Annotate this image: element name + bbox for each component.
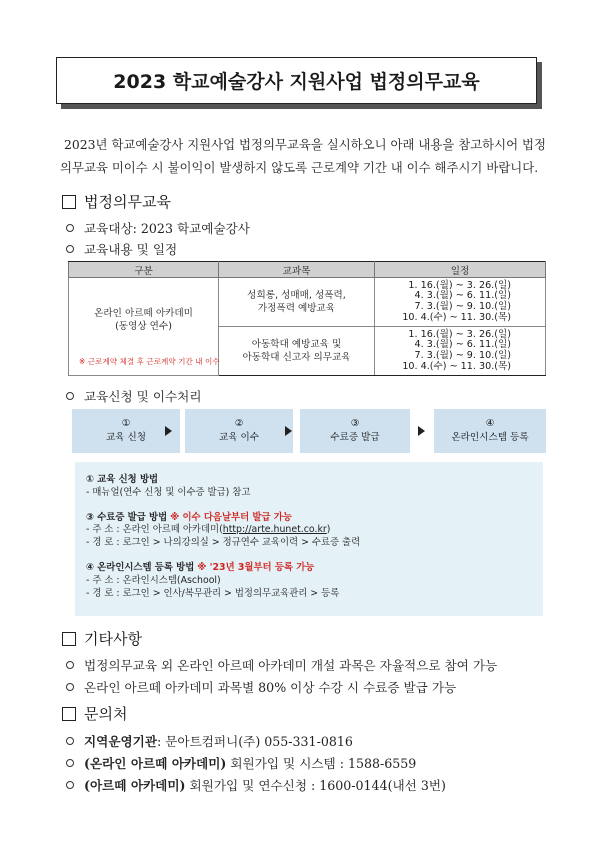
contact-text: 회원가입 및 연수신청 : 1600-0144(내선 3번) bbox=[189, 778, 446, 793]
step-number: ④ bbox=[485, 418, 495, 429]
flow-step-4 bbox=[434, 409, 546, 453]
schedule-line: 7. 3.(월) ~ 9. 10.(일) bbox=[414, 301, 511, 312]
schedule-line: 10. 4.(수) ~ 11. 30.(목) bbox=[402, 360, 511, 372]
step3-route: - 경 로 : 로그인 > 나의강의실 > 정규연수 교육이력 > 수료증 출력 bbox=[86, 537, 361, 549]
academy-link[interactable]: http://arte.hunet.co.kr bbox=[222, 524, 327, 536]
header-schedule: 일정 bbox=[375, 262, 546, 278]
step3-address-suffix: ) bbox=[326, 524, 331, 536]
step4-note: ※ '23년 3월부터 등록 가능 bbox=[197, 561, 315, 573]
schedule-cell bbox=[375, 278, 546, 327]
course-line-2: 아동학대 신고자 의무교육 bbox=[242, 352, 351, 363]
arrow-right-icon bbox=[285, 426, 292, 436]
category-cell bbox=[69, 278, 219, 376]
contact-2 bbox=[66, 753, 416, 772]
table-row bbox=[69, 278, 546, 327]
category-note: ※ 근로계약 체결 후 근로계약 기간 내 이수 bbox=[79, 357, 220, 366]
contact-1 bbox=[66, 731, 353, 750]
bullet-text: 교육내용 및 일정 bbox=[84, 242, 178, 257]
step3-heading: ③ 수료증 발급 방법 bbox=[86, 511, 168, 523]
category-line-1: 온라인 아르떼 아카데미 bbox=[94, 307, 193, 319]
square-icon bbox=[62, 707, 76, 721]
title-box bbox=[56, 57, 537, 104]
course-line-1: 아동학대 예방교육 및 bbox=[251, 339, 342, 350]
circle-bullet-icon bbox=[66, 683, 74, 691]
arrow-right-icon bbox=[165, 426, 172, 436]
section-heading: 문의처 bbox=[84, 705, 128, 723]
circle-bullet-icon bbox=[66, 245, 74, 253]
flow-step-2 bbox=[185, 409, 293, 453]
step4-address: - 주 소 : 온라인시스템(Aschool) bbox=[86, 574, 221, 586]
page-title: 2023 학교예술강사 지원사업 법정의무교육 bbox=[113, 71, 480, 93]
schedule-cell bbox=[375, 327, 546, 376]
bullet-text: 교육대상: 2023 학교예술강사 bbox=[84, 221, 250, 236]
misc-bullet-1 bbox=[66, 655, 497, 674]
circle-bullet-icon bbox=[66, 759, 74, 767]
circle-bullet-icon bbox=[66, 781, 74, 789]
contact-text: 회원가입 및 시스템 : 1588-6559 bbox=[230, 756, 417, 771]
step3-note: ※ 이수 다음날부터 발급 가능 bbox=[170, 511, 292, 523]
contact-text: : 문아트컴퍼니(주) 055-331-0816 bbox=[157, 734, 353, 749]
misc-bullet-2 bbox=[66, 677, 456, 696]
course-cell bbox=[219, 278, 375, 327]
contact-3 bbox=[66, 775, 446, 794]
schedule-table bbox=[68, 261, 546, 376]
square-icon bbox=[62, 632, 76, 646]
step-number: ③ bbox=[350, 418, 360, 429]
schedule-line: 1. 16.(월) ~ 3. 26.(일) bbox=[408, 328, 511, 340]
bullet-text: 온라인 아르떼 아카데미 과목별 80% 이상 수강 시 수료증 발급 가능 bbox=[84, 680, 457, 695]
step-label: 교육 이수 bbox=[218, 432, 260, 443]
schedule-line: 1. 16.(월) ~ 3. 26.(일) bbox=[408, 279, 511, 291]
step4-heading: ④ 온라인시스템 등록 방법 bbox=[86, 561, 195, 573]
step1-line: - 매뉴얼(연수 신청 및 이수증 발급) 참고 bbox=[86, 486, 251, 498]
circle-bullet-icon bbox=[66, 392, 74, 400]
section-mandatory-education bbox=[62, 191, 171, 212]
bullet-target bbox=[66, 218, 250, 237]
section-misc bbox=[62, 628, 142, 649]
intro-line-1: 2023년 학교예술강사 지원사업 법정의무교육을 실시하오니 아래 내용을 참고하시어 법정 bbox=[64, 137, 546, 152]
step3-address-prefix: - 주 소 : 온라인 아르떼 아카데미( bbox=[86, 524, 223, 536]
step-number: ② bbox=[234, 418, 244, 429]
schedule-line: 4. 3.(월) ~ 6. 11.(일) bbox=[414, 290, 511, 302]
bullet-text: 법정의무교육 외 온라인 아르떼 아카데미 개설 과목은 자율적으로 참여 가능 bbox=[84, 658, 498, 673]
flow-step-1 bbox=[72, 409, 180, 453]
step-label: 수료증 발급 bbox=[330, 432, 380, 443]
schedule-line: 10. 4.(수) ~ 11. 30.(목) bbox=[402, 311, 511, 323]
table-header-row bbox=[69, 262, 546, 278]
course-line-2: 가정폭력 예방교육 bbox=[257, 303, 336, 314]
header-course: 교과목 bbox=[219, 262, 375, 278]
header-category: 구분 bbox=[69, 262, 219, 278]
contact-label: (온라인 아르떼 아카데미) bbox=[84, 756, 227, 771]
step1-heading: ① 교육 신청 방법 bbox=[86, 474, 159, 485]
section-contact bbox=[62, 703, 127, 724]
step4-route: - 경 로 : 로그인 > 인사/복무관리 > 법정의무교육관리 > 등록 bbox=[86, 587, 340, 599]
bullet-content bbox=[66, 239, 177, 258]
course-cell bbox=[219, 327, 375, 376]
step-label: 온라인시스템 등록 bbox=[451, 432, 529, 443]
schedule-line: 7. 3.(월) ~ 9. 10.(일) bbox=[414, 350, 511, 361]
square-icon bbox=[62, 195, 76, 209]
step3-address bbox=[86, 524, 543, 537]
instructions-box bbox=[75, 462, 543, 616]
bullet-text: 교육신청 및 이수처리 bbox=[84, 389, 202, 404]
circle-bullet-icon bbox=[66, 661, 74, 669]
bullet-apply bbox=[66, 386, 202, 405]
section-heading: 기타사항 bbox=[84, 630, 142, 648]
category-line-2: (동영상 연수) bbox=[115, 320, 172, 332]
course-line-1: 성희롱, 성매매, 성폭력, bbox=[247, 290, 346, 301]
schedule-line: 4. 3.(월) ~ 6. 11.(일) bbox=[414, 339, 511, 351]
contact-label: 지역운영기관 bbox=[84, 734, 157, 749]
step-number: ① bbox=[121, 418, 131, 429]
intro-paragraph bbox=[62, 133, 562, 179]
contact-label: (아르떼 아카데미) bbox=[84, 778, 186, 793]
intro-line-2: 의무교육 미이수 시 불이익이 발생하지 않도록 근로계약 기간 내 이수 해주시기 바랍니다. bbox=[60, 160, 539, 175]
section-heading: 법정의무교육 bbox=[84, 193, 171, 211]
arrow-right-icon bbox=[418, 426, 425, 436]
step-label: 교육 신청 bbox=[105, 432, 147, 443]
circle-bullet-icon bbox=[66, 224, 74, 232]
flow-step-3 bbox=[300, 409, 410, 453]
circle-bullet-icon bbox=[66, 737, 74, 745]
